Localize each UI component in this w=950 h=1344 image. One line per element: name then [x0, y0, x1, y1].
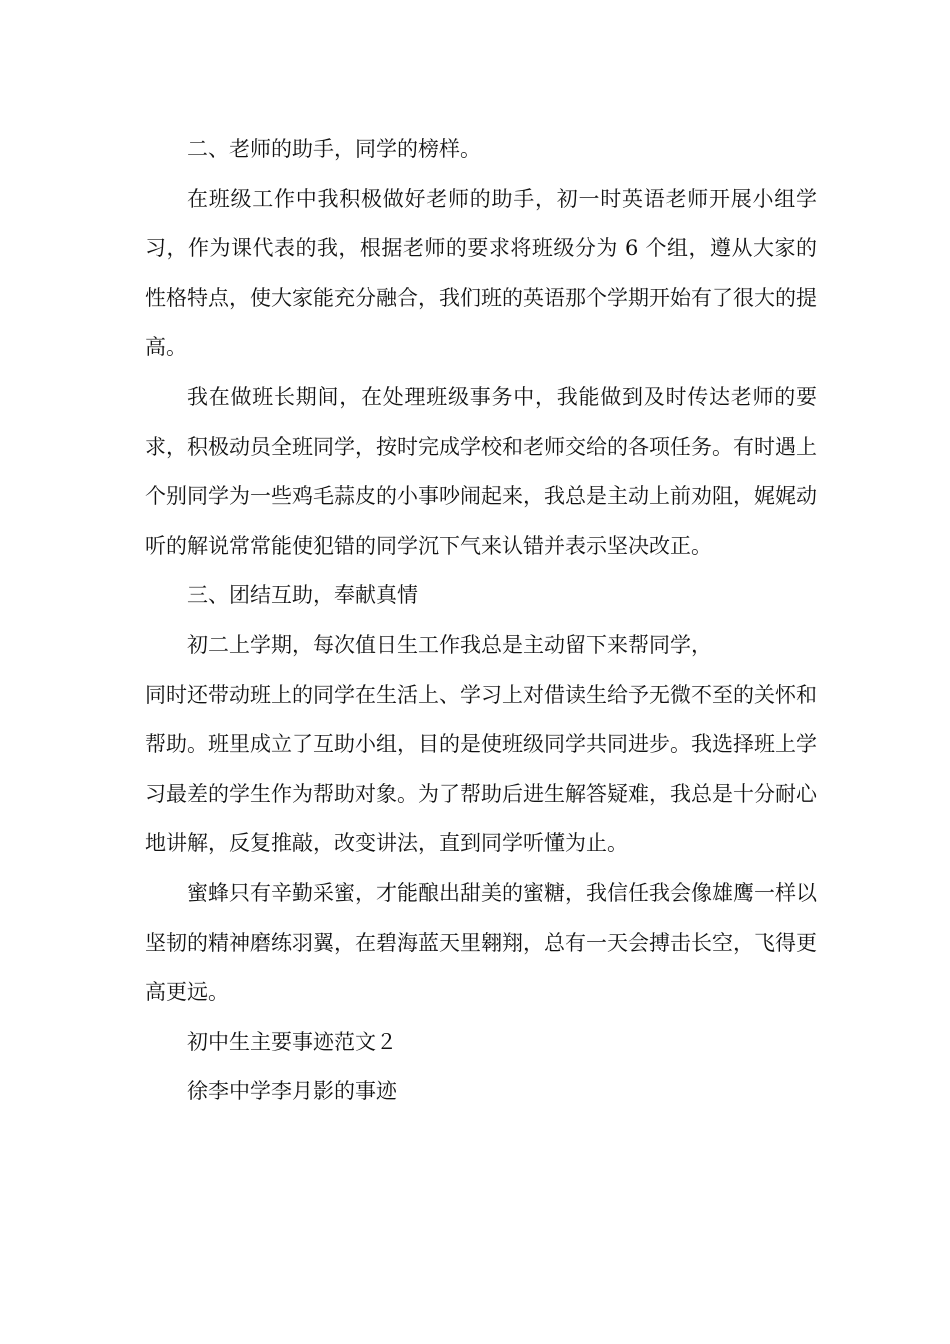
paragraph-mutual-help-start: 初二上学期，每次值日生工作我总是主动留下来帮同学，: [187, 632, 712, 657]
essay-title-two: 初中生主要事迹范文２: [187, 1029, 397, 1054]
paragraph-class-monitor: 我在做班长期间，在处理班级事务中，我能做到及时传达老师的要求，积极动员全班同学，按时完成学校和老师交给的各项任务。有时遇上个别同学为一些鸡毛蒜皮的小事吵闹起来，我总是主动上前劝阻，娓娓动听的解说常常能使犯错的同学沉下气来认错并表示坚决改正。: [145, 384, 817, 558]
essay-subtitle-two: 徐李中学李月影的事迹: [187, 1079, 397, 1104]
paragraph-assistant: 在班级工作中我积极做好老师的助手，初一时英语老师开展小组学习，作为课代表的我，根据老师的要求将班级分为 6 个组，遵从大家的性格特点，使大家能充分融合，我们班的英语那个学期开始有了很大的提高。: [145, 186, 817, 360]
document-page: [145, 125, 817, 1117]
paragraph-bee-eagle: 蜜蜂只有辛勤采蜜，才能酿出甜美的蜜糖，我信任我会像雄鹰一样以坚韧的精神磨练羽翼，在碧海蓝天里翱翔，总有一天会搏击长空，飞得更高更远。: [145, 880, 817, 1005]
section-heading-two: 二、老师的助手，同学的榜样。: [187, 137, 481, 161]
section-heading-three: 三、团结互助，奉献真情: [187, 583, 418, 608]
paragraph-mutual-help-continued: 同时还带动班上的同学在生活上、学习上对借读生给予无微不至的关怀和帮助。班里成立了互助小组，目的是使班级同学共同进步。我选择班上学习最差的学生作为帮助对象。为了帮助后进生解答疑难，我总是十分耐心地讲解，反复推敲，改变讲法，直到同学听懂为止。: [145, 682, 817, 856]
